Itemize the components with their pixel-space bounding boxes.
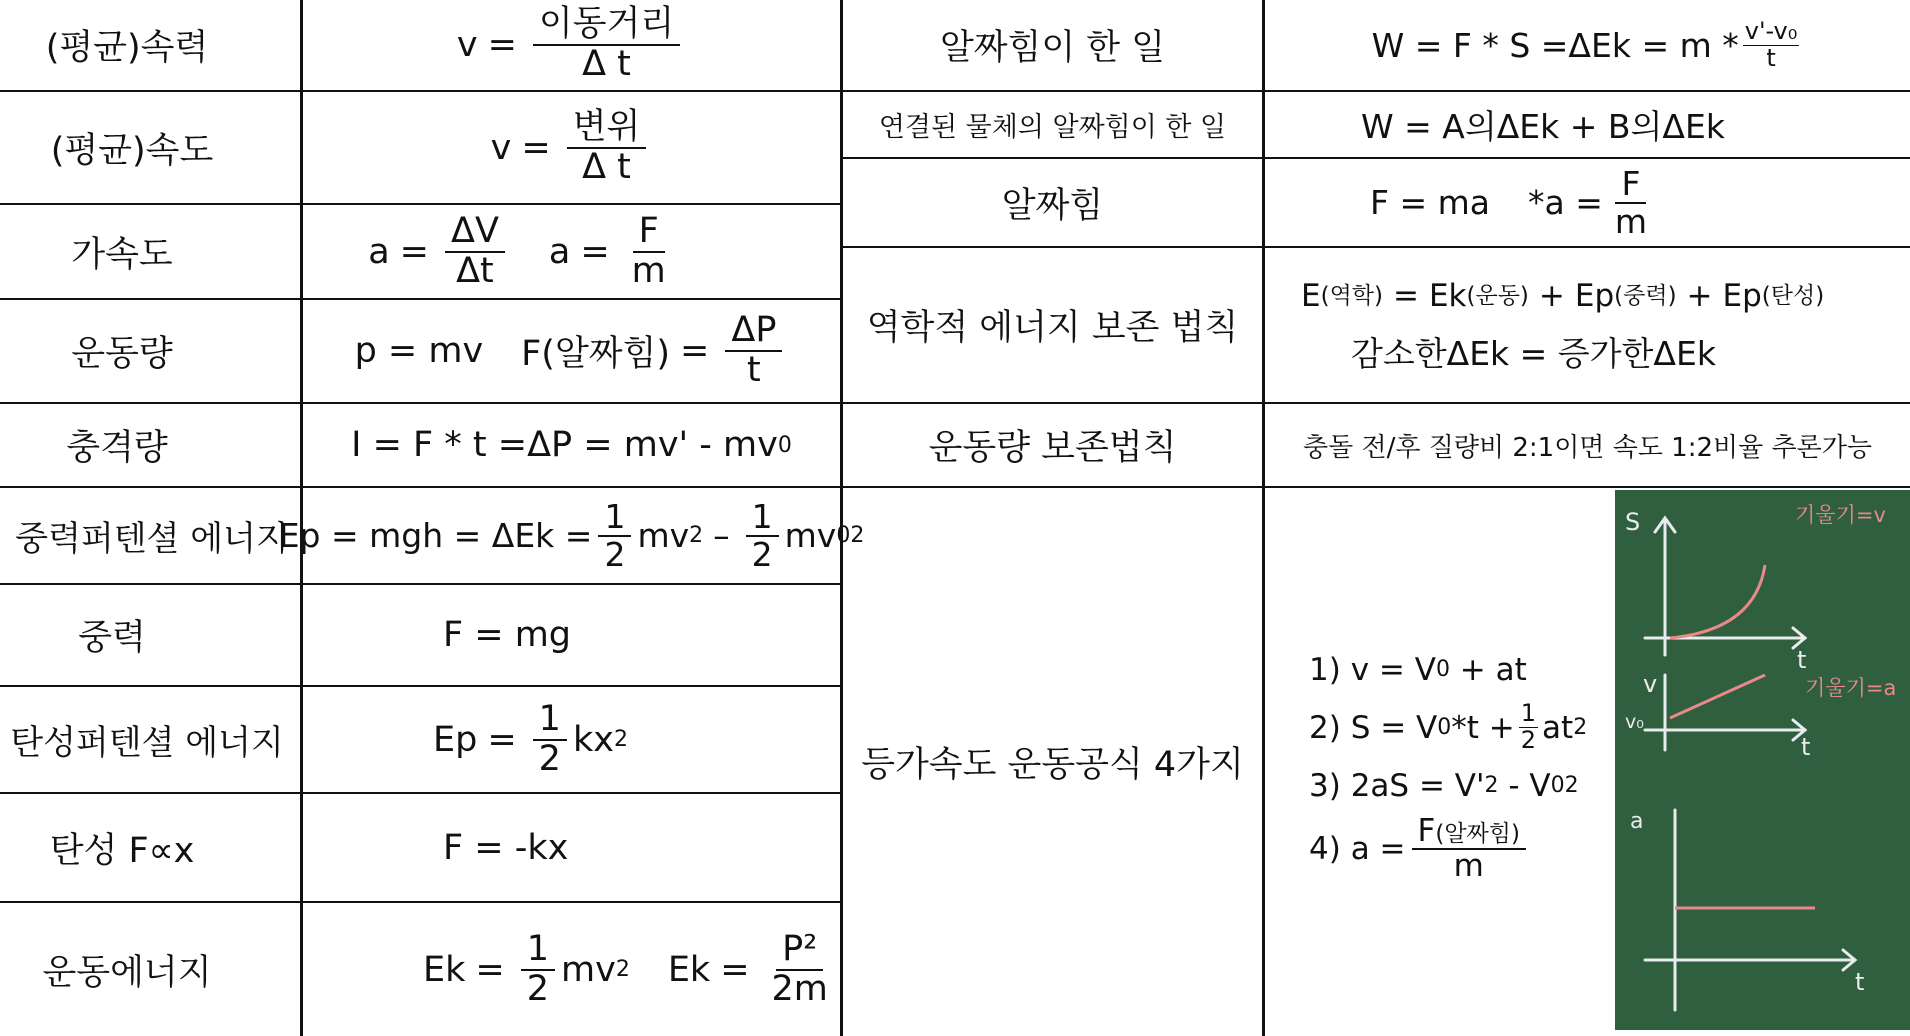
formula-average-velocity: v = $\frac{\text{변위}}{\text{Δ t}}$	[303, 92, 840, 203]
formulas-uniform-acceleration	[1265, 488, 1615, 1036]
label-mechanical-energy-conservation: 역학적 에너지 보존 법칙	[866, 308, 1239, 348]
graph2-slope-label: 기울기=a	[1805, 676, 1897, 700]
label-uniform-acceleration: 등가속도 운동공식 4가지	[861, 745, 1244, 785]
position-curve	[1670, 565, 1765, 638]
label-connected-bodies-work: 연결된 물체의 알짜힘이 한 일	[878, 112, 1227, 143]
formula-2: 2) S = V 0 *t + $\frac{1}{2}$ at 2	[1309, 699, 1588, 755]
formula-connected-bodies-work: W = A의ΔEk + B의ΔEk	[1361, 107, 1725, 146]
velocity-line	[1670, 675, 1765, 718]
formula-kinetic-energy: Ek = $\frac{1}{2}$ mv 2 Ek = $\frac{\text{P²}}{2m}$	[423, 928, 828, 1009]
graph1-t-label: t	[1797, 646, 1807, 674]
formula-1: 1) v = V 0 + at	[1309, 651, 1527, 688]
formula-gravity: F = mg	[443, 615, 572, 655]
label-elasticity: 탄성 F∝x	[49, 830, 195, 871]
label-net-force: 알짜힘	[1001, 185, 1104, 226]
label-gravity: 중력	[78, 618, 146, 658]
formula-momentum: p = mv F(알짜힘) = $\frac{\Delta P}{t}$	[303, 300, 840, 402]
formula-mechanical-energy-conservation: E (역학) = Ek (운동) + Ep (중력) + Ep (탄성) 감소한ΔEk = 증가한ΔEk	[1301, 278, 1825, 373]
label-impulse: 충격량	[66, 428, 168, 468]
text-momentum-conservation: 충돌 전/후 질량비 2:1이면 속도 1:2비율 추론가능	[1302, 432, 1872, 463]
label-net-force-work: 알짜힘이 한 일	[939, 28, 1166, 68]
graph1-axis-label: S	[1625, 508, 1641, 536]
formula-net-force: F = ma *a = $\frac{F}{m}$	[1370, 163, 1648, 241]
graph1-slope-label: 기울기=v	[1795, 503, 1886, 527]
motion-graphs-svg	[1615, 490, 1910, 1030]
formula-average-speed: v = $\frac{\text{이동거리}}{\text{Δ t}}$	[303, 0, 840, 90]
formula-elasticity: F = -kx	[443, 827, 569, 868]
chalkboard-graphs	[1615, 490, 1910, 1030]
graph2-t-label: t	[1801, 733, 1811, 761]
formula-gravitational-potential-energy: Ep = mgh = ΔEk = $\frac{1}{2}$ mv 2 – $\frac{1}{2}$ mv 0 2	[278, 496, 865, 574]
label-momentum-conservation: 운동량 보존법칙	[928, 428, 1177, 468]
formula-4: 4) a = $\frac{\text{F(알짜힘)}}{m}$	[1309, 815, 1532, 884]
label-average-velocity: (평균)속도	[50, 130, 214, 171]
label-gravitational-potential-energy: 중력퍼텐셜 에너지	[15, 519, 289, 559]
formula-3: 3) 2aS = V' 2 - V 0 2	[1309, 767, 1579, 804]
label-acceleration: 가속도	[71, 234, 173, 275]
formula-net-force-work: W = F * S =ΔEk = m * $\frac{\text{v'-v₀}}{t}$	[1371, 16, 1798, 72]
position-time-graph	[1645, 518, 1805, 655]
velocity-time-graph	[1645, 675, 1805, 750]
graph3-axis-label: a	[1630, 809, 1644, 834]
label-kinetic-energy: 운동에너지	[42, 952, 212, 993]
label-average-speed: (평균)속력	[45, 28, 209, 68]
formula-impulse: I = F * t =ΔP = mv' - mv 0	[351, 425, 792, 465]
graph2-v0-label: v₀	[1625, 711, 1644, 733]
formula-elastic-potential-energy: Ep = $\frac{1}{2}$ kx 2	[433, 698, 628, 779]
formula-acceleration: a = $\frac{\Delta V}{\Delta t}$ a = $\frac{F}{m}$	[368, 210, 666, 291]
graph2-axis-label: v	[1643, 670, 1658, 698]
label-elastic-potential-energy: 탄성퍼텐셜 에너지	[10, 723, 284, 763]
acceleration-time-graph	[1645, 810, 1855, 1010]
label-momentum: 운동량	[71, 334, 173, 374]
graph3-t-label: t	[1855, 968, 1865, 996]
